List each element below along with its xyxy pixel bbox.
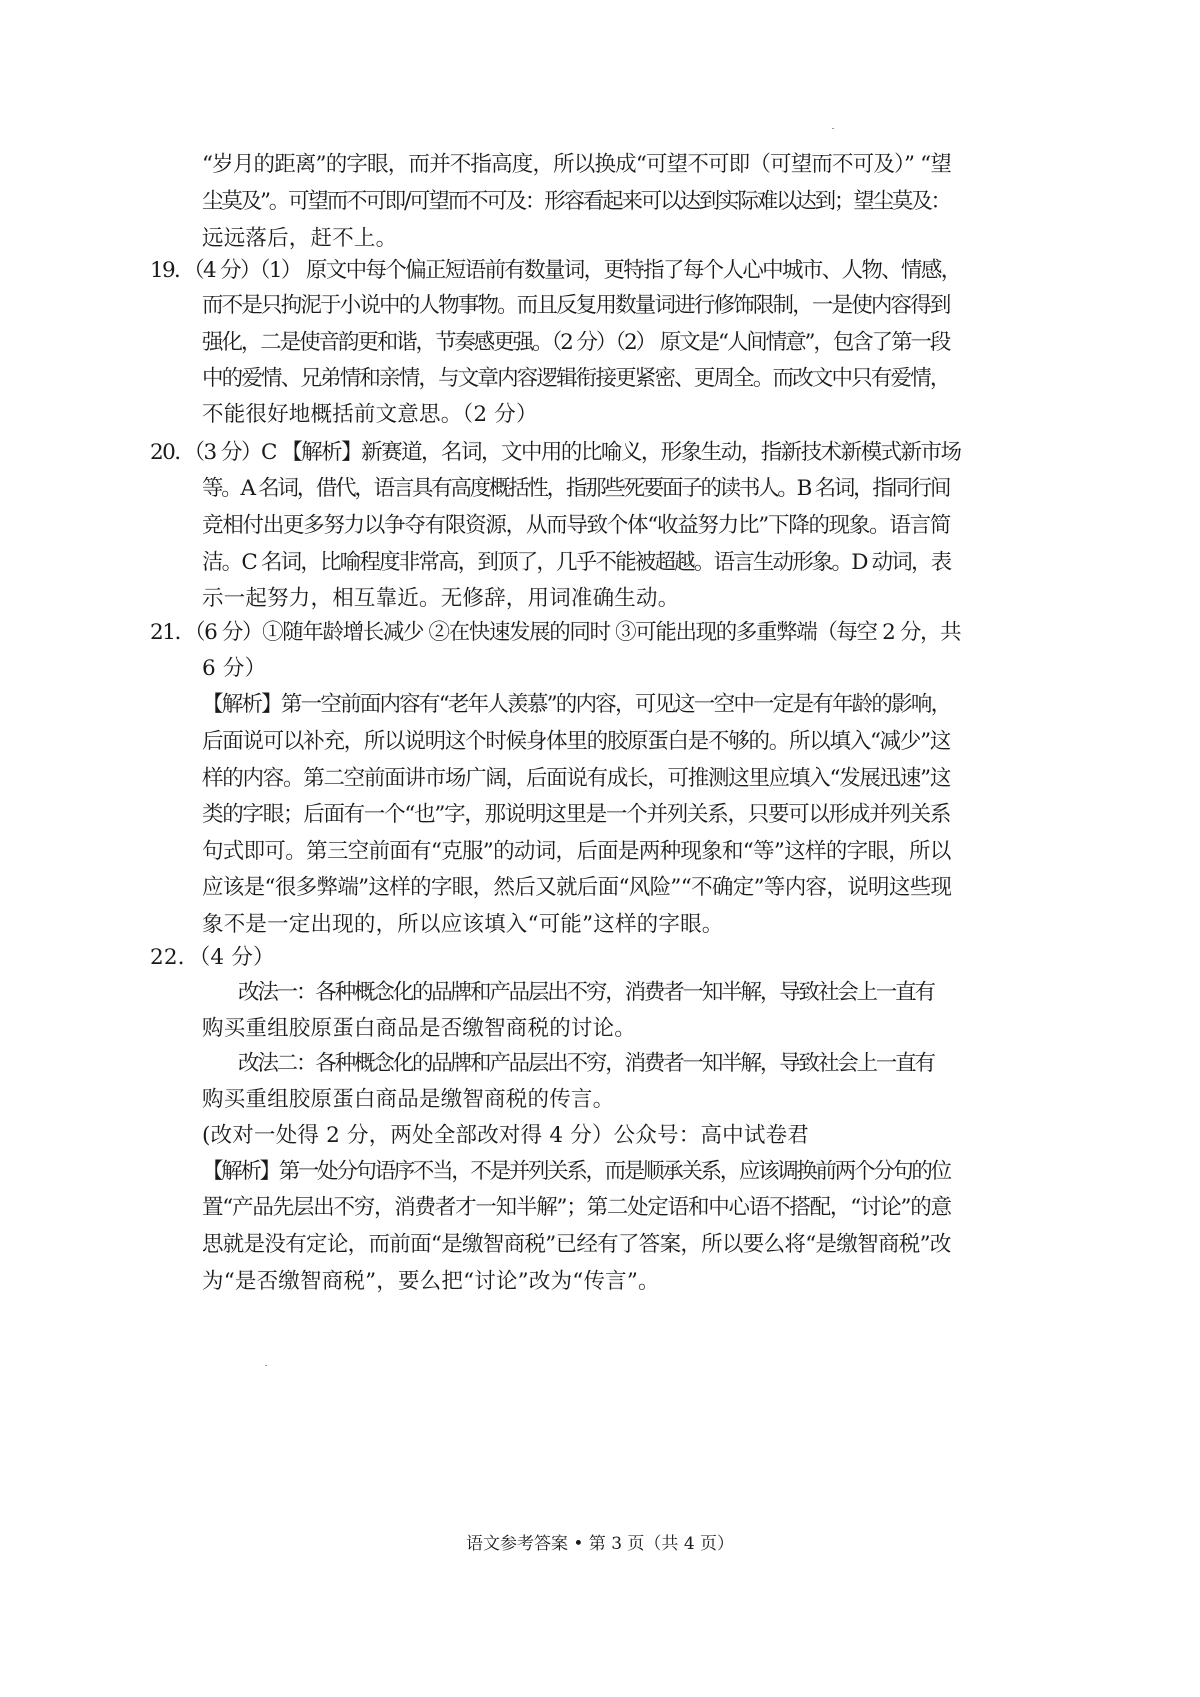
text-line: 购买重组胶原蛋白商品是缴智商税的传言。 bbox=[202, 1087, 615, 1112]
text-line: 句式即可。第三空前面有“克服”的动词，后面是两种现象和“等”这样的字眼，所以 bbox=[202, 839, 951, 864]
text-line: (改对一处得 2 分，两处全部改对得 4 分）公众号：高中试卷君 bbox=[202, 1123, 809, 1148]
text-line: 购买重组胶原蛋白商品是否缴智商税的讨论。 bbox=[202, 1016, 637, 1041]
text-line: 示一起努力，相互靠近。无修辞，用词准确生动。 bbox=[202, 586, 680, 611]
text-line: 洁。C 名词，比喻程度非常高，到顶了，几乎不能被超越。语言生动形象。D 动词，表 bbox=[202, 550, 951, 575]
text-line: 改法一：各种概念化的品牌和产品层出不穷，消费者一知半解，导致社会上一直有 bbox=[238, 980, 934, 1005]
text-line: 竞相付出更多努力以争夺有限资源，从而导致个体“收益努力比”下降的现象。语言简 bbox=[202, 513, 951, 538]
text-line: “岁月的距离”的字眼，而并不指高度，所以换成“可望不可即（可望而不可及）” “望 bbox=[202, 152, 952, 177]
scan-speck bbox=[265, 1365, 267, 1366]
text-line: 不能很好地概括前文意思。（2 分） bbox=[202, 402, 538, 427]
text-line: 后面说可以补充，所以说明这个时候身体里的胶原蛋白是不够的。所以填入“减少”这 bbox=[202, 729, 951, 754]
text-line: 【解析】第一空前面内容有“老年人羡慕”的内容，可见这一空中一定是有年龄的影响， bbox=[202, 692, 951, 717]
text-line: 等。A 名词，借代，语言具有高度概括性，指那些死要面子的读书人。B 名词，指同行间 bbox=[202, 476, 950, 501]
text-line: 6 分） bbox=[202, 656, 267, 681]
text-line: 19．（4 分）（1） 原文中每个偏正短语前有数量词，更特指了每个人心中城市、人物、情感， bbox=[150, 258, 961, 283]
text-line: 样的内容。第二空前面讲市场广阔，后面说有成长，可推测这里应填入“发展迅速”这 bbox=[202, 766, 951, 791]
text-line: 而不是只拘泥于小说中的人物事物。而且反复用数量词进行修饰限制，一是使内容得到 bbox=[202, 293, 950, 318]
text-line: 尘莫及”。可望而不可即/可望而不可及：形容看起来可以达到实际难以达到；望尘莫及： bbox=[202, 189, 950, 214]
text-line: 强化，二是使音韵更和谐，节奏感更强。（2 分）（2） 原文是“人间情意”，包含了第一段 bbox=[202, 330, 950, 355]
text-line: 改法二：各种概念化的品牌和产品层出不穷，消费者一知半解，导致社会上一直有 bbox=[238, 1051, 934, 1076]
text-line: 【解析】第一处分句语序不当，不是并列关系，而是顺承关系，应该调换前两个分句的位 bbox=[202, 1159, 950, 1184]
text-line: 22．（4 分） bbox=[150, 945, 275, 970]
text-line: 远远落后，赶不上。 bbox=[202, 226, 398, 251]
text-line: 21．（6 分）①随年龄增长减少 ②在快速发展的同时 ③可能出现的多重弊端（每空 2 分，共 bbox=[150, 620, 961, 645]
scan-speck bbox=[832, 128, 834, 129]
text-line: 为“是否缴智商税”，要么把“讨论”改为“传言”。 bbox=[202, 1269, 660, 1294]
text-line: 中的爱情、兄弟情和亲情，与文章内容逻辑衔接更紧密、更周全。而改文中只有爱情， bbox=[202, 366, 950, 391]
text-line: 象不是一定出现的，所以应该填入“可能”这样的字眼。 bbox=[202, 912, 724, 937]
text-line: 思就是没有定论，而前面“是缴智商税”已经有了答案，所以要么将“是缴智商税”改 bbox=[202, 1232, 951, 1257]
page-footer: 语文参考答案 • 第 3 页（共 4 页） bbox=[465, 1534, 735, 1554]
text-line: 应该是“很多弊端”这样的字眼，然后又就后面“风险”“不确定”等内容，说明这些现 bbox=[202, 875, 952, 900]
text-line: 置“产品先层出不穷，消费者才一知半解”；第二处定语和中心语不搭配，“讨论”的意 bbox=[202, 1195, 951, 1220]
text-line: 类的字眼；后面有一个“也”字，那说明这里是一个并列关系，只要可以形成并列关系 bbox=[202, 802, 951, 827]
text-line: 20．（3 分）C 【解析】新赛道，名词，文中用的比喻义，形象生动，指新技术新模式新市场 bbox=[150, 440, 961, 465]
